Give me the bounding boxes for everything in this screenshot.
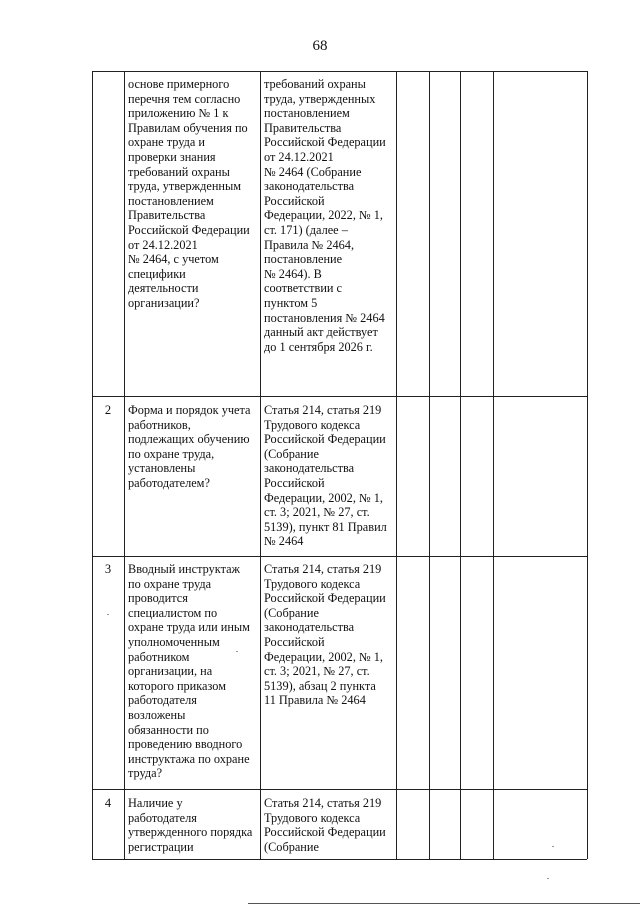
row-divider	[92, 71, 587, 72]
row-divider	[92, 859, 587, 860]
column-divider	[124, 71, 125, 859]
row-number: 4	[104, 796, 112, 810]
reference-cell: Статья 214, статья 219 Трудового кодекса Российской Федерации (Собрание законодательства Российской Федерации, 2002, № 1, ст. 3; 2021, № 27, ст. 5139), абзац 2 пункта 11 Правила № 2464	[264, 562, 386, 708]
question-cell: Вводный инструктаж по охране труда проводится специалистом по охране труда или иным уполномоченным работником организации, на которого приказом работодателя возложены обязанности по проведению вводного инструктажа по охране труда?	[128, 562, 250, 781]
row-divider	[92, 396, 587, 397]
table-border-left	[92, 71, 93, 859]
scan-speck	[552, 846, 554, 847]
row-number: 3	[104, 562, 112, 576]
question-cell: Форма и порядок учета работников, подлежащих обучению по охране труда, установлены работодателем?	[128, 403, 251, 490]
reference-cell: Статья 214, статья 219 Трудового кодекса Российской Федерации (Собрание	[264, 796, 386, 854]
table-border-right	[587, 71, 588, 859]
question-cell: основе примерного перечня тем согласно приложению № 1 к Правилам обучения по охране труда и проверки знания требований охраны труда, утвержденным постановлением Правительства Российской Федерации от 24.12.2021 № 2464, с учетом специфики деятельности организации?	[128, 77, 250, 310]
reference-cell: Статья 214, статья 219 Трудового кодекса Российской Федерации (Собрание законодательства Российской Федерации, 2002, № 1, ст. 3; 2021, № 27, ст. 5139), пункт 81 Правил № 2464	[264, 403, 387, 549]
row-number: 2	[104, 403, 112, 417]
page-number: 68	[312, 38, 328, 54]
scan-speck	[236, 651, 238, 652]
column-divider	[429, 71, 430, 859]
question-cell: Наличие у работодателя утвержденного порядка регистрации	[128, 796, 253, 854]
column-divider	[260, 71, 261, 859]
scan-speck	[107, 614, 109, 615]
column-divider	[396, 71, 397, 859]
row-divider	[92, 556, 587, 557]
scan-speck	[547, 878, 549, 879]
row-divider	[92, 789, 587, 790]
reference-cell: требований охраны труда, утвержденных постановлением Правительства Российской Федерации от 24.12.2021 № 2464 (Собрание законодательства Российской Федерации, 2022, № 1, ст. 171) (далее – Правила № 2464, постановление № 2464). В соответствии с пунктом 5 постановления № 2464 данный акт действует до 1 сентября 2026 г.	[264, 77, 386, 354]
scan-edge	[248, 903, 640, 904]
column-divider	[460, 71, 461, 859]
column-divider	[493, 71, 494, 859]
